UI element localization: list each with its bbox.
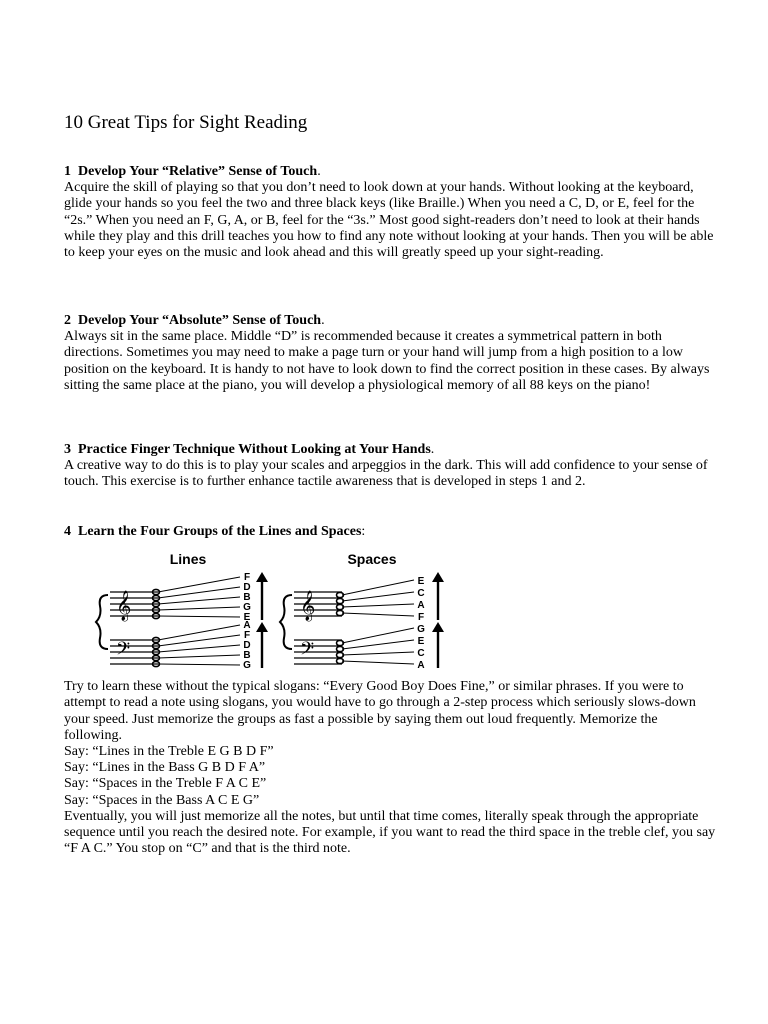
say-item: Say: “Lines in the Bass G B D F A”: [64, 760, 266, 776]
tip-2: [64, 313, 716, 394]
spaces-label: Spaces: [347, 551, 397, 568]
tip-4: [64, 524, 716, 857]
svg-text:D: D: [243, 640, 251, 652]
tip-2-heading-text: Develop Your “Absolute” Sense of Touch: [78, 313, 322, 328]
svg-text:F: F: [417, 612, 425, 624]
svg-text:C: C: [417, 648, 425, 660]
tip-4-number: 4: [64, 524, 71, 539]
bass-clef-icon: 𝄢: [300, 638, 315, 664]
tip-2-number: 2: [64, 313, 71, 328]
treble-clef-icon: 𝄞: [300, 590, 316, 621]
svg-text:A: A: [243, 620, 251, 632]
tip-1-heading-text: Develop Your “Relative” Sense of Touch: [78, 164, 318, 179]
tip-4-body: Try to learn these without the typical slogans: “Every Good Boy Does Fine,” or similar phrases. If you were to attempt to read a note using slogans, you would have to go through a 2-step process which seriously slows-down your speed. Just memorize the groups as fast a possible by saying them out loud frequently. Memorize the following.: [64, 679, 696, 743]
tip-1-body: Acquire the skill of playing so that you don’t need to look down at your hands. Without looking at the keyboard, glide your hands so you feel the two and three black keys (like Braille.) When you need a C, D, or E, feel for the “2s.” When you need an F, G, A, or B, feel for the “3s.” Most good sight-readers don’t need to look at their hands while they play and this drill teaches you how to find any note without looking at your hands. Then you will be able to keep your eyes on the music and look ahead and this will greatly speed up your sight-reading.: [64, 180, 714, 261]
tip-2-heading: 2 Develop Your “Absolute” Sense of Touch.: [64, 313, 325, 328]
svg-text:D: D: [243, 582, 251, 594]
tip-1-heading: 1 Develop Your “Relative” Sense of Touch.: [64, 164, 321, 179]
svg-text:F: F: [243, 630, 251, 642]
svg-text:G: G: [243, 660, 251, 672]
spaces-letters: [417, 576, 425, 671]
tip-4-heading-text: Learn the Four Groups of the Lines and Spaces: [78, 524, 362, 539]
tip-3-heading-text: Practice Finger Technique Without Looking at Your Hands: [78, 442, 431, 457]
svg-text:G: G: [243, 602, 251, 614]
spaces-up-arrows: [432, 572, 444, 668]
page-title: 10 Great Tips for Sight Reading: [64, 112, 308, 133]
tip-4-closing: Eventually, you will just memorize all the notes, but until that time comes, literally speak through the appropriate sequence until you reach the desired note. For example, if you want to read the third space in the treble clef, you say “F A C.” You stop on “C” and that is the third note.: [64, 808, 716, 857]
tip-2-body: Always sit in the same place. Middle “D” is recommended because it creates a symmetrical pattern in both directions. Sometimes you may need to make a page turn or your hand will jump from a high position to a low position on the keyboard. It is handy to not have to look down to find the correct position in these cases. By always sitting the same place at the piano, you will develop a physiological memory of all 88 keys on the piano!: [64, 329, 710, 393]
tip-3: [64, 442, 716, 491]
lines-label: Lines: [169, 551, 207, 568]
tip-3-number: 3: [64, 442, 71, 457]
svg-text:E: E: [417, 636, 425, 648]
svg-text:C: C: [417, 588, 425, 600]
svg-text:B: B: [243, 650, 251, 662]
tip-3-heading: 3 Practice Finger Technique Without Looking at Your Hands.: [64, 442, 435, 457]
spaces-notes: [337, 593, 344, 664]
svg-text:E: E: [417, 576, 425, 588]
svg-text:G: G: [417, 624, 425, 636]
svg-text:F: F: [243, 572, 251, 584]
svg-text:A: A: [417, 660, 425, 672]
tip-3-body: A creative way to do this is to play your scales and arpeggios in the dark. This will add confidence to your sense of touch. This exercise is to further enhance tactile awareness that is developed in steps 1 and 2.: [64, 458, 708, 490]
svg-text:E: E: [243, 612, 251, 624]
bass-clef-icon: 𝄢: [116, 638, 131, 664]
say-list: [64, 744, 716, 809]
treble-clef-icon: 𝄞: [116, 590, 132, 621]
lines-up-arrows: [256, 572, 268, 668]
tip-4-heading: 4 Learn the Four Groups of the Lines and Spaces:: [64, 524, 366, 539]
say-item: Say: “Spaces in the Bass A C E G”: [64, 792, 260, 808]
staff-lines-spaces-figure: [64, 544, 464, 679]
svg-text:B: B: [243, 592, 251, 604]
tip-1: [64, 164, 716, 261]
say-item: Say: “Lines in the Treble E G B D F”: [64, 744, 274, 760]
lines-notes: [153, 590, 160, 667]
lines-letters: [243, 572, 251, 671]
svg-text:A: A: [417, 600, 425, 612]
say-item: Say: “Spaces in the Treble F A C E”: [64, 776, 267, 792]
tip-1-number: 1: [64, 164, 71, 179]
